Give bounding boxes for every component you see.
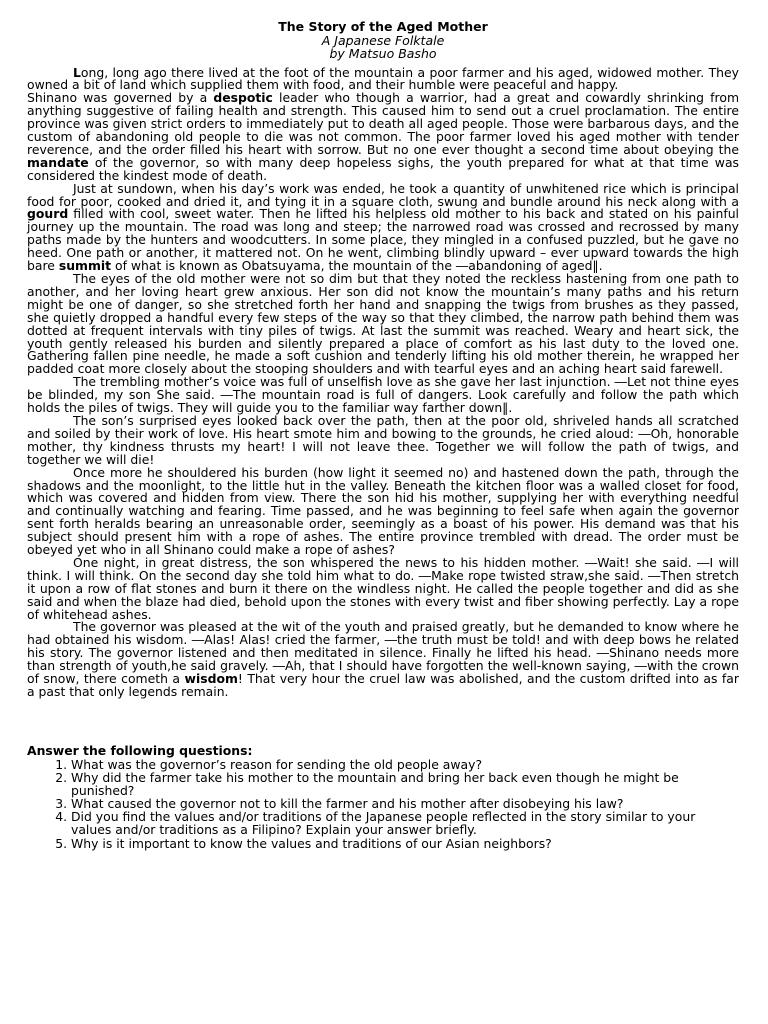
question-item: 4. Did you find the values and/or traditions of the Japanese people reflected in the story similar to your values and/or traditions as a Filipino? Explain your answer briefly. bbox=[71, 810, 739, 836]
story-title: The Story of the Aged Mother bbox=[278, 19, 488, 34]
paragraph-6: The son’s surprised eyes looked back over the path, then at the poor old, shriveled hands all scratched and soiled by their work of love. His heart smote him and bowing to the grounds, he cried aloud: ―Oh, honorable mother, thy kindness thrusts my heart! I will not leave thee. Together we will follow the path of twigs, and together we will die! bbox=[27, 412, 739, 467]
paragraph-5: The trembling mother’s voice was full of unselfish love as she gave her last injunction. ―Let not thine eyes be blinded, my son She said. ―The mountain road is full of dangers. Look carefully and follow the path which holds the piles of twigs. They will guide you to the familiar way farther down‖. bbox=[27, 374, 739, 416]
question-item: 3. What caused the governor not to kill the farmer and his mother after disobeying his law? bbox=[71, 797, 739, 810]
questions-section bbox=[27, 744, 739, 850]
story-author: by Matsuo Basho bbox=[329, 46, 437, 61]
drop-letter: L bbox=[73, 64, 81, 80]
vocab-word: summit bbox=[58, 258, 112, 274]
paragraph-3: Just at sundown, when his day’s work was ended, he took a quantity of unwhitened rice which is principal food for poor, cooked and dried it, and tying it in a square cloth, swung and bundle around his neck along with a gourd filled with cool, sweet water. Then he lifted his helpless old mother to his back and stated on his painful journey up the mountain. The road was long and steep; the narrowed road was crossed and recrossed by many paths made by the hunters and woodcutters. In some place, they mingled in a confused puzzled, but he gave no heed. One path or another, it mattered not. On he went, climbing blindly upward – ever upward towards the high bare summit of what is known as Obatsuyama, the mountain of the ―abandoning of aged‖. bbox=[27, 180, 739, 274]
vocab-word: gourd bbox=[27, 206, 69, 222]
story-subtitle: A Japanese Folktale bbox=[321, 32, 445, 48]
question-item: 2. Why did the farmer take his mother to the mountain and bring her back even though he might be punished? bbox=[71, 771, 739, 797]
question-item: 1. What was the governor’s reason for sending the old people away? bbox=[71, 758, 739, 771]
questions-list bbox=[27, 758, 739, 850]
document-header bbox=[27, 20, 739, 61]
vocab-word: despotic bbox=[213, 90, 273, 106]
questions-heading: Answer the following questions: bbox=[27, 742, 253, 758]
document-page bbox=[27, 20, 739, 850]
paragraph-1: Long, long ago there lived at the foot of the mountain a poor farmer and his aged, widowed mother. They owned a bit of land which supplied them with food, and their humble were peaceful and happy. bbox=[27, 64, 739, 93]
question-item: 5. Why is it important to know the values and traditions of our Asian neighbors? bbox=[71, 837, 739, 850]
vocab-word: wisdom bbox=[184, 671, 238, 687]
vocab-word: mandate bbox=[27, 154, 89, 170]
story-body bbox=[27, 64, 740, 699]
paragraph-2: Shinano was governed by a despotic leader who though a warrior, had a great and cowardly shrinking from anything suggestive of failing health and strength. This caused him to send out a cruel proclamation. The entire province was given strict orders to immediately put to death all aged people. Those were barbarous days, and the custom of abandoning old people to die was not common. The poor farmer loved his aged mother with tender reverence, and the order filled his heart with sorrow. But no one ever thought a second time about obeying the mandate of the governor, so with many deep hopeless sighs, the youth prepared for what at that time was considered the kindest mode of death. bbox=[27, 90, 740, 183]
paragraph-7: Once more he shouldered his burden (how light it seemed no) and hastened down the path, through the shadows and the moonlight, to the little hut in the valley. Beneath the kitchen floor was a walled closet for food, which was covered and hidden from view. There the son hid his mother, supplying her with everything needful and continually watching and fearing. Time passed, and he was beginning to feel safe when again the governor sent forth heralds bearing an unreasonable order, seemingly as a boast of his power. His demand was that his subject should present him with a rope of ashes. The entire province trembled with dread. The order must be obeyed yet who in all Shinano could make a rope of ashes? bbox=[27, 464, 739, 558]
paragraph-9: The governor was pleased at the wit of the youth and praised greatly, but he demanded to know where he had obtained his wisdom. ―Alas! Alas! cried the farmer, ―the truth must be told! and with deep bows he related his story. The governor listened and then meditated in silence. Finally he lifted his head. ―Shinano needs more than strength of youth,he said gravely. ―Ah, that I should have forgotten the well-known saying, ―with the crown of snow, there cometh a wisdom! That very hour the cruel law was abolished, and the custom drifted into as far a past that only legends remain. bbox=[27, 619, 739, 699]
paragraph-8: One night, in great distress, the son whispered the news to his hidden mother. ―Wait! she said. ―I will think. I will think. On the second day she told him what to do. ―Make rope twisted straw,she said. ―Then stretch it upon a row of flat stones and burn it there on the windless night. He called the people together and did as she said and when the blaze had died, behold upon the stones with every twist and fiber showing perfectly. Lay a rope of whitehead ashes. bbox=[27, 554, 739, 622]
paragraph-4: The eyes of the old mother were not so dim but that they noted the reckless hastening from one path to another, and her loving heart grew anxious. Her son did not know the mountain’s many paths and his return might be one of danger, so she stretched forth her hand and snapping the twigs from brushes as they passed, she quietly dropped a handful every few steps of the way so that they climbed, the narrow path behind them was dotted at frequent intervals with tiny piles of twigs. At last the summit was reached. Weary and heart sick, the youth gently released his burden and silently prepared a place of comfort as his last duty to the loved one. Gathering fallen pine needle, he made a soft cushion and tenderly lifting his old mother therein, he wrapped her padded coat more closely about the stooping shoulders and with tearful eyes and an aching heart said farewell. bbox=[27, 271, 739, 377]
